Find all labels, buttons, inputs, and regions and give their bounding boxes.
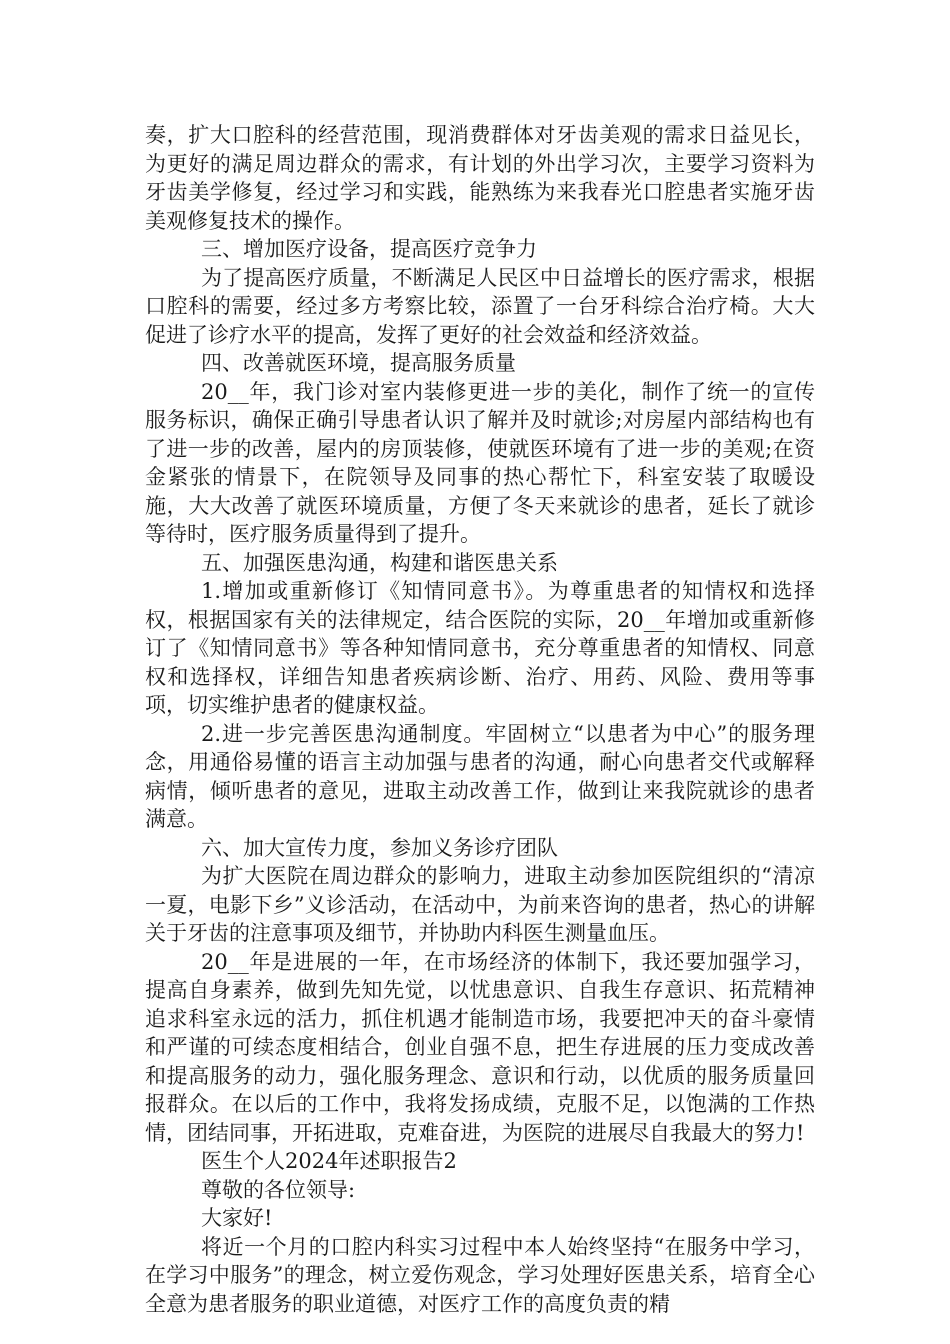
greeting: 大家好! <box>201 1206 273 1230</box>
section-heading-5: 五、加强医患沟通，构建和谐医患关系 <box>201 550 558 575</box>
section-heading-6: 六、加大宣传力度，参加义务诊疗团队 <box>201 835 558 860</box>
paragraph-consent: 1.增加或重新修订《知情同意书》。为尊重患者的知情权和选择权，根据国家有关的法律规定，结合医院的实际，20__年增加或重新修订了《知情同意书》等各种知情同意书，充分尊重患者的知情权、同意权和选择权，详细告知患者疾病诊断、治疗、用药、风险、费用等事项，切实维护患者的健康权益。 <box>145 579 815 717</box>
salutation: 尊敬的各位领导: <box>201 1177 356 1202</box>
paragraph-internship: 将近一个月的口腔内科实习过程中本人始终坚持“在服务中学习，在学习中服务”的理念，树立爱伤观念，学习处理好医患关系，培育全心全意为患者服务的职业道德，对医疗工作的高度负责的精 <box>145 1234 815 1316</box>
paragraph-publicity: 为扩大医院在周边群众的影响力，进取主动参加医院组织的“清凉一夏，电影下乡”义诊活动，在活动中，为前来咨询的患者，热心的讲解关于牙齿的注意事项及细节，并协助内科医生测量血压。 <box>145 864 815 945</box>
document-body <box>145 121 815 1318</box>
paragraph-continuation: 奏，扩大口腔科的经营范围，现消费群体对牙齿美观的需求日益见长，为更好的满足周边群众的需求，有计划的外出学习次，主要学习资料为牙齿美学修复，经过学习和实践，能熟练为来我春光口腔患者实施牙齿美观修复技术的操作。 <box>145 123 815 233</box>
paragraph-equipment: 为了提高医疗质量，不断满足人民区中日益增长的医疗需求，根据口腔科的需要，经过多方考察比较，添置了一台牙科综合治疗椅。大大促进了诊疗水平的提高，发挥了更好的社会效益和经济效益。 <box>145 265 815 347</box>
section-heading-3: 三、增加医疗设备，提高医疗竞争力 <box>201 237 537 261</box>
paragraph-communication: 2.进一步完善医患沟通制度。牢固树立“以患者为中心”的服务理念，用通俗易懂的语言主动加强与患者的沟通，耐心向患者交代或解释病情，倾听患者的意见，进取主动改善工作，做到让来我院就诊的患者满意。 <box>145 721 815 831</box>
report-title: 医生个人2024年述职报告2 <box>201 1149 457 1173</box>
paragraph-outlook: 20__年是进展的一年，在市场经济的体制下，我还要加强学习，提高自身素养，做到先知先觉，以忧患意识、自我生存意识、拓荒精神追求科室永远的活力，抓住机遇才能制造市场，我要把冲天的奋斗豪情和严谨的可续态度相结合，创业自强不息，把生存进展的压力变成改善和提高服务的动力，强化服务理念、意识和行动，以优质的服务质量回报群众。在以后的工作中，我将发扬成绩，克服不足，以饱满的工作热情，团结同事，开拓进取，克难奋进，为医院的进展尽自我最大的努力! <box>145 949 815 1145</box>
section-heading-4: 四、改善就医环境，提高服务质量 <box>201 351 516 375</box>
paragraph-environment: 20__年，我门诊对室内装修更进一步的美化，制作了统一的宣传服务标识，确保正确引导患者认识了解并及时就诊;对房屋内部结构也有了进一步的改善，屋内的房顶装修，使就医环境有了进一步的美观;在资金紧张的情景下，在院领导及同事的热心帮忙下，科室安装了取暖设施，大大改善了就医环境质量，方便了冬天来就诊的患者，延长了就诊等待时，医疗服务质量得到了提升。 <box>145 379 815 546</box>
